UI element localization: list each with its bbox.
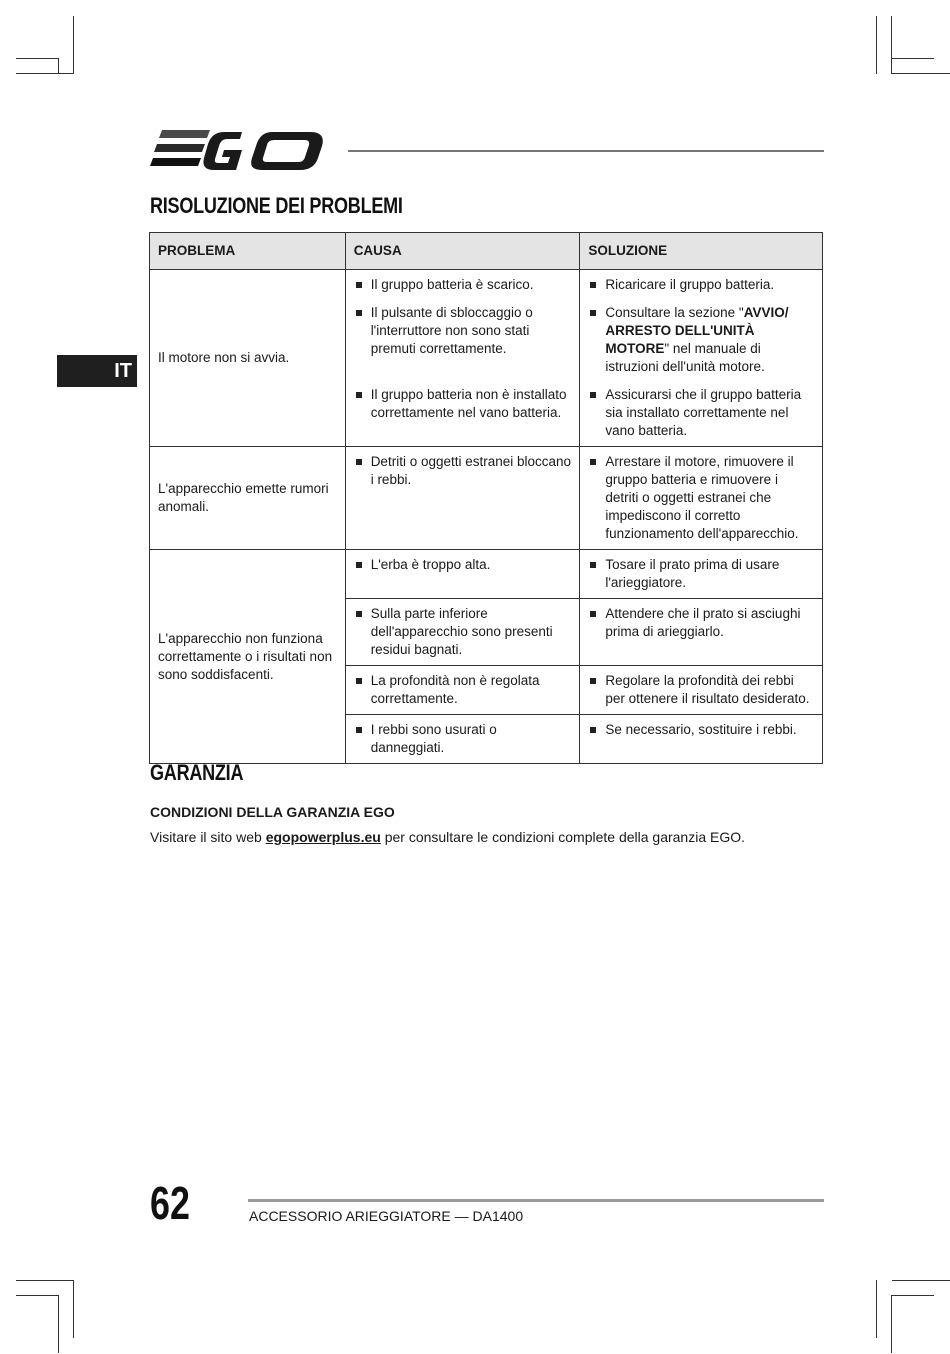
crop-mark <box>73 16 74 74</box>
solution-item: Arrestare il motore, rimuovere il gruppo batteria e rimuovere i detriti o oggetti estranei che impediscono il corretto funzionamento dell'apparecchio. <box>588 453 814 543</box>
crop-mark <box>16 73 74 74</box>
warranty-text-before: Visitare il sito web <box>150 829 266 845</box>
solution-item: Se necessario, sostituire i rebbi. <box>588 721 814 739</box>
troubleshooting-table <box>149 232 823 764</box>
language-tab: IT <box>57 355 137 387</box>
cause-item: I rebbi sono usurati o danneggiati. <box>354 721 572 757</box>
crop-mark <box>892 1295 934 1296</box>
ego-logo <box>150 130 332 172</box>
crop-mark <box>876 1280 877 1338</box>
solution-item <box>588 304 814 376</box>
solution-text: Consultare la sezione " <box>605 305 744 320</box>
crop-mark <box>891 16 892 74</box>
solution-item: Tosare il prato prima di usare l'arieggiatore. <box>588 556 814 592</box>
solution-cell <box>580 550 823 599</box>
cause-item: Il pulsante di sbloccaggio o l'interruttore non sono stati premuti correttamente. <box>354 304 572 358</box>
footer-document-title: ACCESSORIO ARIEGGIATORE — DA1400 <box>249 1208 524 1224</box>
cause-cell <box>345 599 580 666</box>
problem-cell: Il motore non si avvia. <box>150 270 346 447</box>
crop-mark <box>892 1280 950 1281</box>
solution-text: " nel manuale di istruzioni dell'unità motore. <box>605 341 765 374</box>
header-problem: PROBLEMA <box>150 233 346 270</box>
crop-mark <box>73 1280 74 1338</box>
table-row <box>150 447 823 550</box>
crop-mark <box>892 73 950 74</box>
solution-bold-ref: AVVIO/ ARRESTO DELL'UNITÀ MOTORE <box>605 305 789 356</box>
crop-mark <box>892 58 934 59</box>
footer-rule <box>248 1199 824 1202</box>
solution-cell <box>580 270 823 447</box>
cause-item: Detriti o oggetti estranei bloccano i rebbi. <box>354 453 572 489</box>
solution-cell <box>580 599 823 666</box>
problem-cell: L'apparecchio non funziona correttamente o i risultati non sono soddisfacenti. <box>150 550 346 764</box>
cause-item: Sulla parte inferiore dell'apparecchio sono presenti residui bagnati. <box>354 605 572 659</box>
cause-cell <box>345 270 580 447</box>
cause-cell <box>345 715 580 764</box>
solution-item: Assicurarsi che il gruppo batteria sia installato correttamente nel vano batteria. <box>588 386 814 440</box>
crop-mark <box>16 1295 58 1296</box>
solution-cell <box>580 447 823 550</box>
crop-mark <box>876 16 877 74</box>
crop-mark <box>891 1295 892 1353</box>
section-title-warranty: GARANZIA <box>150 760 244 785</box>
crop-mark <box>58 1295 59 1353</box>
cause-cell <box>345 447 580 550</box>
crop-mark <box>16 1280 74 1281</box>
warranty-text-after: per consultare le condizioni complete della garanzia EGO. <box>380 829 746 845</box>
header-rule <box>348 150 824 152</box>
solution-item: Attendere che il prato si asciughi prima di arieggiarlo. <box>588 605 814 641</box>
section-title-troubleshooting: RISOLUZIONE DEI PROBLEMI <box>150 193 403 218</box>
warranty-subtitle: CONDIZIONI DELLA GARANZIA EGO <box>150 804 395 820</box>
cause-item: La profondità non è regolata correttamente. <box>354 672 572 708</box>
problem-cell: L'apparecchio emette rumori anomali. <box>150 447 346 550</box>
cause-cell <box>345 550 580 599</box>
cause-item: Il gruppo batteria non è installato correttamente nel vano batteria. <box>354 386 572 422</box>
header-solution: SOLUZIONE <box>580 233 823 270</box>
cause-cell <box>345 666 580 715</box>
solution-cell <box>580 715 823 764</box>
table-row <box>150 270 823 447</box>
cause-item: Il gruppo batteria è scarico. <box>354 276 572 294</box>
crop-mark <box>16 58 58 59</box>
cause-item: L'erba è troppo alta. <box>354 556 572 574</box>
warranty-link[interactable]: egopowerplus.eu <box>265 829 381 845</box>
table-header-row <box>150 233 823 270</box>
crop-mark <box>58 58 59 74</box>
solution-item: Ricaricare il gruppo batteria. <box>588 276 814 294</box>
solution-cell <box>580 666 823 715</box>
solution-item: Regolare la profondità dei rebbi per ottenere il risultato desiderato. <box>588 672 814 708</box>
table-row <box>150 550 823 599</box>
header-cause: CAUSA <box>345 233 580 270</box>
page-number: 62 <box>150 1177 190 1229</box>
warranty-text <box>150 829 745 845</box>
